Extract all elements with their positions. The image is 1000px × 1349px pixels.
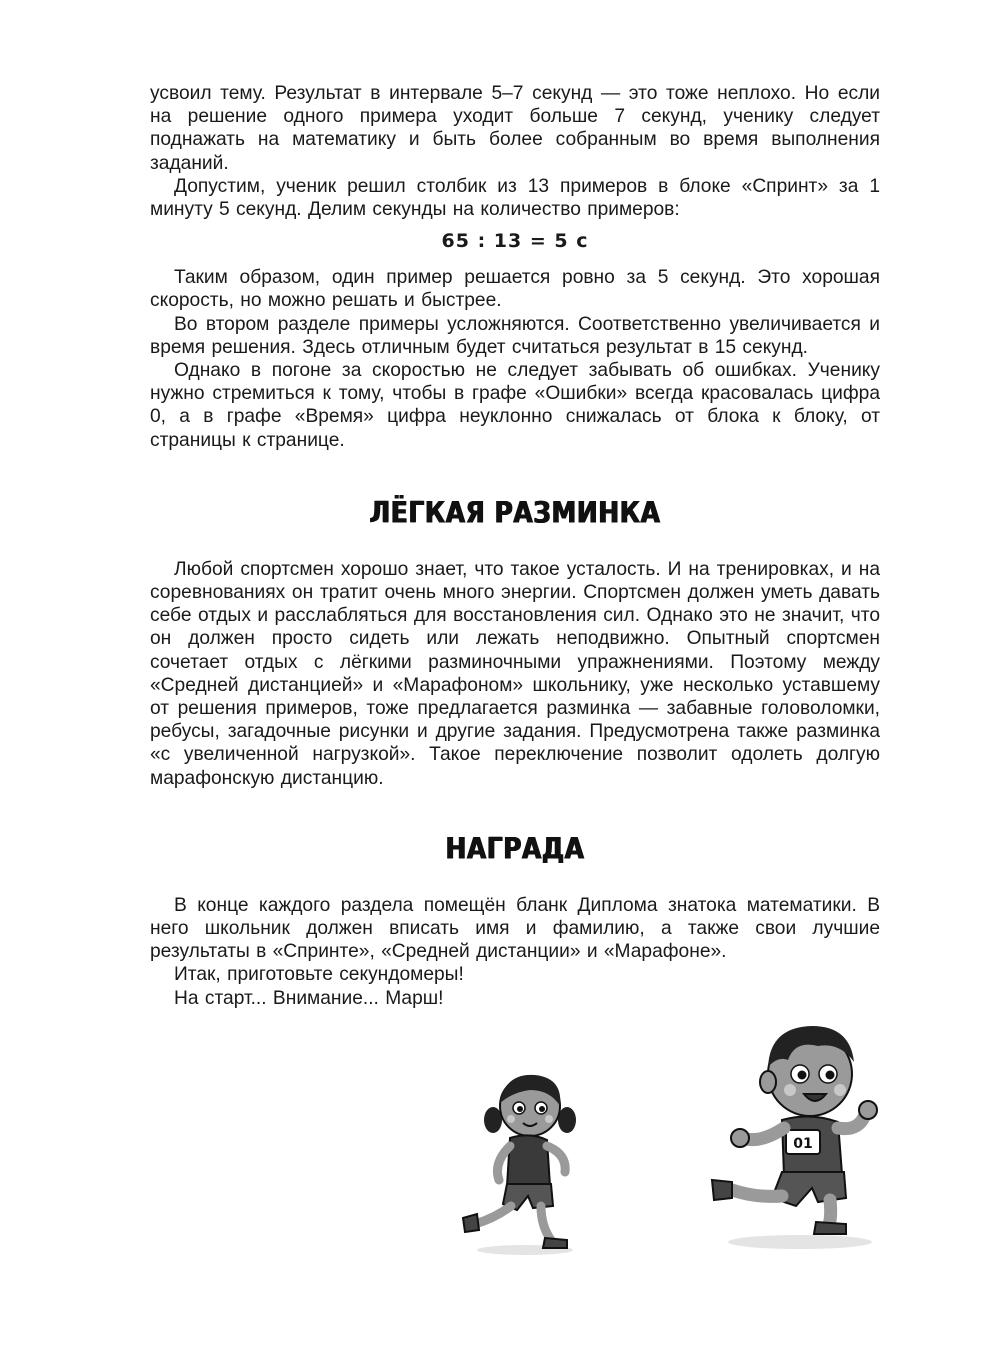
intro-paragraph-2: Допустим, ученик решил столбик из 13 примеров в блоке «Спринт» за 1 минуту 5 секунд. Делим секунды на количество примеров: [150, 175, 880, 221]
intro-paragraph-1: усвоил тему. Результат в интервале 5–7 секунд — это тоже неплохо. Но если на решение одного примера уходит больше 7 секунд, ученику следует поднажать на математику и быть более собранным во время выполнения заданий. [150, 83, 880, 174]
formula: 65 : 13 = 5 с [441, 230, 589, 253]
reward-heading: НАГРАДА [445, 831, 585, 866]
warmup-paragraph: Любой спортсмен хорошо знает, что такое усталость. И на тренировках, и на соревнованиях он тратит очень много энергии. Спортсмен должен уметь давать себе отдых и расслабляться для восстановления сил. Однако это не значит, что он должен просто сидеть или лежать неподвижно. Опытный спортсмен сочетает отдых с лёгкими разминочными упражнениями. Поэтому между «Средней дистанцией» и «Марафоном» школьнику, уже несколько уставшему от решения примеров, тоже предлагается разминка — забавные головоломки, ребусы, загадочные рисунки и другие задания. Предусмотрена также разминка «с увеличенной нагрузкой». Такое переключение позволит одолеть долгую марафонскую дистанцию. [150, 558, 880, 789]
reward-paragraph-2: Итак, приготовьте секундомеры! [174, 964, 464, 986]
reward-paragraph-3: На старт... Внимание... Марш! [174, 987, 444, 1009]
boy-runner-illustration [700, 1012, 890, 1252]
girl-runner-illustration [455, 1068, 590, 1258]
reward-paragraph-1: В конце каждого раздела помещён бланк Диплома знатока математики. В него школьник должен вписать имя и фамилию, а также свои лучшие результаты в «Спринте», «Средней дистанции» и «Марафоне». [150, 894, 880, 963]
intro-paragraph-4: Во втором разделе примеры усложняются. Соответственно увеличивается и время решения. Здесь отличным будет считаться результат в 15 секунд. [150, 313, 880, 358]
intro-paragraph-3: Таким образом, один пример решается ровно за 5 секунд. Это хорошая скорость, но можно решать и быстрее. [150, 267, 880, 312]
bib-number: 01 [793, 1136, 813, 1152]
page-content [150, 82, 880, 1010]
intro-paragraph-5: Однако в погоне за скоростью не следует забывать об ошибках. Ученику нужно стремиться к тому, чтобы в графе «Ошибки» всегда красовалась цифра 0, а в графе «Время» цифра неуклонно снижалась от блока к блоку, от страницы к странице. [150, 360, 880, 451]
warmup-heading: ЛЁГКАЯ РАЗМИНКА [369, 495, 661, 530]
